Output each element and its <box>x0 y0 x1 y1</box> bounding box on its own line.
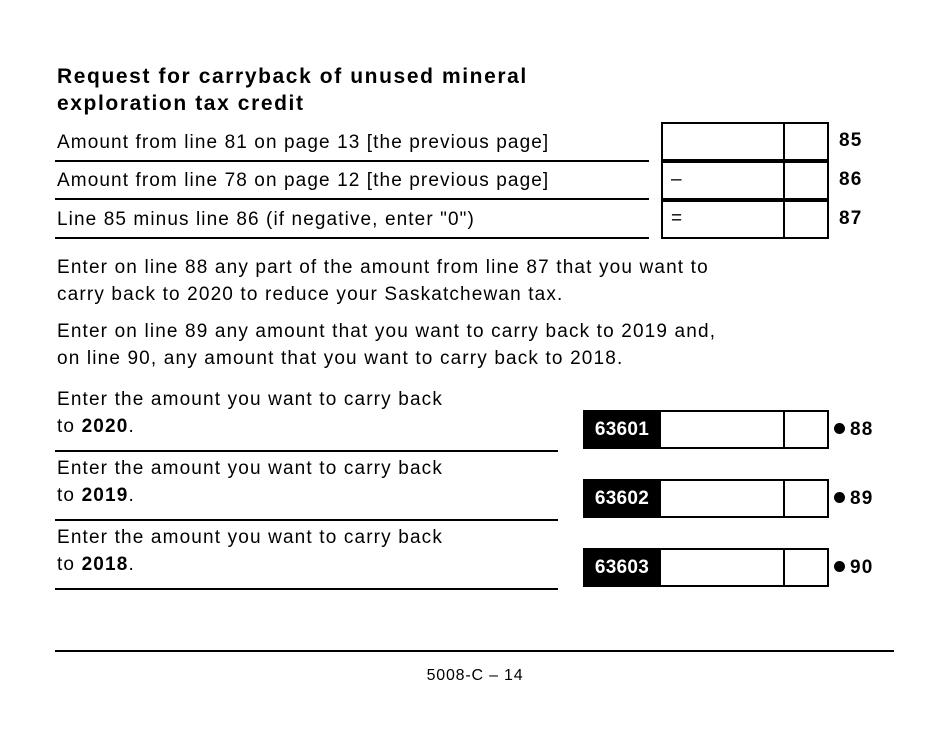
page-footer-label: 5008-C – 14 <box>426 667 524 684</box>
line-85-amount-field[interactable] <box>661 122 829 161</box>
line-85-number: 85 <box>839 130 863 151</box>
line-89-cents-field[interactable] <box>783 481 827 516</box>
line-88-marker <box>834 419 874 441</box>
footer-divider <box>55 650 894 652</box>
line-90-cents-field[interactable] <box>783 550 827 585</box>
line-87-label: Line 85 minus line 86 (if negative, enter "0") <box>55 201 649 239</box>
line-89-number: 89 <box>850 488 874 509</box>
instruction-paragraph-2 <box>57 318 716 372</box>
carryback-label-line-2 <box>57 413 558 440</box>
line-87-number: 87 <box>839 208 863 229</box>
carryback-suffix: . <box>128 554 135 575</box>
bullet-icon <box>834 423 845 434</box>
carryback-2020-label <box>55 386 558 452</box>
line-86-cents-field[interactable] <box>783 163 827 198</box>
line-88-field-code: 63601 <box>583 410 661 449</box>
line-87-cents-field[interactable] <box>783 202 827 237</box>
bullet-icon <box>834 492 845 503</box>
section-title <box>57 63 528 117</box>
line-86-amount-field[interactable] <box>661 161 829 200</box>
line-87-amount-field[interactable] <box>661 200 829 239</box>
bullet-icon <box>834 561 845 572</box>
carryback-label-line-1: Enter the amount you want to carry back <box>57 389 443 410</box>
instruction-1-line-2: carry back to 2020 to reduce your Saskatchewan tax. <box>57 284 564 305</box>
carryback-prefix: to <box>57 554 82 575</box>
carryback-label-line-1: Enter the amount you want to carry back <box>57 527 443 548</box>
carryback-prefix: to <box>57 485 82 506</box>
carryback-year: 2018 <box>81 554 129 575</box>
line-88-number: 88 <box>850 419 874 440</box>
carryback-prefix: to <box>57 416 82 437</box>
instruction-2-line-2: on line 90, any amount that you want to carry back to 2018. <box>57 348 624 369</box>
line-90-number: 90 <box>850 557 874 578</box>
line-89-amount-field[interactable] <box>583 479 829 518</box>
carryback-label-line-2 <box>57 482 558 509</box>
line-90-field-code: 63603 <box>583 548 661 587</box>
carryback-year: 2020 <box>81 416 129 437</box>
line-88-amount-field[interactable] <box>583 410 829 449</box>
instruction-1-line-1: Enter on line 88 any part of the amount from line 87 that you want to <box>57 257 709 278</box>
carryback-label-line-2 <box>57 551 558 578</box>
section-title-line-1: Request for carryback of unused mineral <box>57 65 528 88</box>
line-88-cents-field[interactable] <box>783 412 827 447</box>
line-89-marker <box>834 488 874 510</box>
line-86-number: 86 <box>839 169 863 190</box>
carryback-year: 2019 <box>81 485 129 506</box>
line-86-label: Amount from line 78 on page 12 [the previous page] <box>55 162 649 200</box>
instruction-2-line-1: Enter on line 89 any amount that you want to carry back to 2019 and, <box>57 321 717 342</box>
carryback-2019-label <box>55 455 558 521</box>
carryback-suffix: . <box>128 416 135 437</box>
carryback-2018-label <box>55 524 558 590</box>
section-title-line-2: exploration tax credit <box>57 92 305 115</box>
line-90-marker <box>834 557 874 579</box>
line-89-field-code: 63602 <box>583 479 661 518</box>
line-90-amount-field[interactable] <box>583 548 829 587</box>
line-87-equals-symbol: = <box>671 208 683 229</box>
line-85-cents-field[interactable] <box>783 124 827 159</box>
line-86-minus-symbol: – <box>671 169 682 190</box>
carryback-suffix: . <box>128 485 135 506</box>
line-85-label: Amount from line 81 on page 13 [the previous page] <box>55 124 649 162</box>
instruction-paragraph-1 <box>57 254 709 308</box>
carryback-label-line-1: Enter the amount you want to carry back <box>57 458 443 479</box>
